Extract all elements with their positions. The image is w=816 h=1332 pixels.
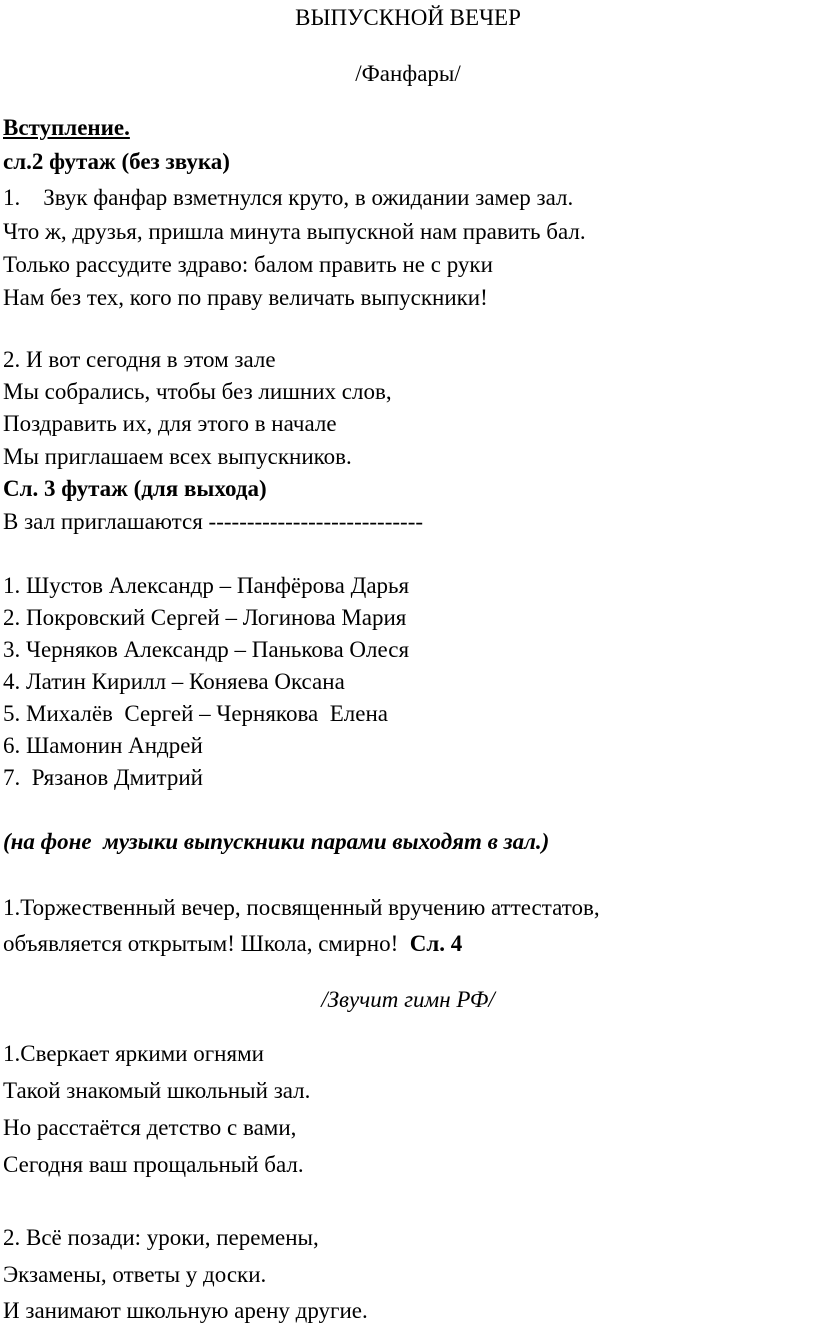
- anthem-note: /Звучит гимн РФ/: [321, 987, 495, 1012]
- verse-2-line: Поздравить их, для этого в начале: [3, 411, 337, 436]
- announcement-text: объявляется открытым! Школа, смирно!: [3, 931, 410, 956]
- pair-list-item: 5. Михалёв Сергей – Чернякова Елена: [3, 701, 388, 726]
- intro-heading: Вступление.: [3, 115, 130, 140]
- slide-4-note: Сл. 4: [409, 931, 463, 956]
- verse-4-line: 2. Всё позади: уроки, перемены,: [3, 1225, 319, 1250]
- slide-3-note: Сл. 3 футаж (для выхода): [3, 476, 267, 501]
- announcement-line-1: 1.Торжественный вечер, посвященный вручению аттестатов,: [3, 895, 600, 920]
- invite-line: В зал приглашаются ----------------------------: [3, 509, 424, 534]
- verse-3-line: 1.Сверкает яркими огнями: [3, 1041, 264, 1066]
- verse-1-line: Только рассудите здраво: балом править не с руки: [3, 252, 493, 277]
- verse-1-line: Нам без тех, кого по праву величать выпускники!: [3, 285, 488, 310]
- pair-list-item: 1. Шустов Александр – Панфёрова Дарья: [3, 573, 410, 598]
- pair-list-item: 3. Черняков Александр – Панькова Олеся: [3, 637, 410, 662]
- pair-list-item: 6. Шамонин Андрей: [3, 733, 203, 758]
- document-title: ВЫПУСКНОЙ ВЕЧЕР: [295, 5, 521, 30]
- verse-4-line: И занимают школьную арену другие.: [3, 1298, 368, 1323]
- verse-2-line: Мы собрались, чтобы без лишних слов,: [3, 379, 392, 404]
- verse-3-line: Но расстаётся детство с вами,: [3, 1115, 297, 1140]
- verse-3-line: Такой знакомый школьный зал.: [3, 1078, 311, 1103]
- fanfare-note: /Фанфары/: [355, 61, 461, 86]
- pair-list-item: 4. Латин Кирилл – Коняева Оксана: [3, 669, 345, 694]
- verse-4-line: Экзамены, ответы у доски.: [3, 1262, 267, 1287]
- verse-3-line: Сегодня ваш прощальный бал.: [3, 1152, 304, 1177]
- pair-list-item: 2. Покровский Сергей – Логинова Мария: [3, 605, 407, 630]
- announcement-line-2: [3, 930, 462, 958]
- verse-1-line: 1. Звук фанфар взметнулся круто, в ожидании замер зал.: [3, 185, 574, 210]
- verse-1-line: Что ж, друзья, пришла минута выпускной нам править бал.: [3, 219, 586, 244]
- pair-list-item: 7. Рязанов Дмитрий: [3, 765, 203, 790]
- stage-direction: (на фоне музыки выпускники парами выходят в зал.): [3, 829, 550, 854]
- verse-2-line: 2. И вот сегодня в этом зале: [3, 347, 276, 372]
- slide-2-note: сл.2 футаж (без звука): [3, 149, 230, 174]
- verse-2-line: Мы приглашаем всех выпускников.: [3, 444, 352, 469]
